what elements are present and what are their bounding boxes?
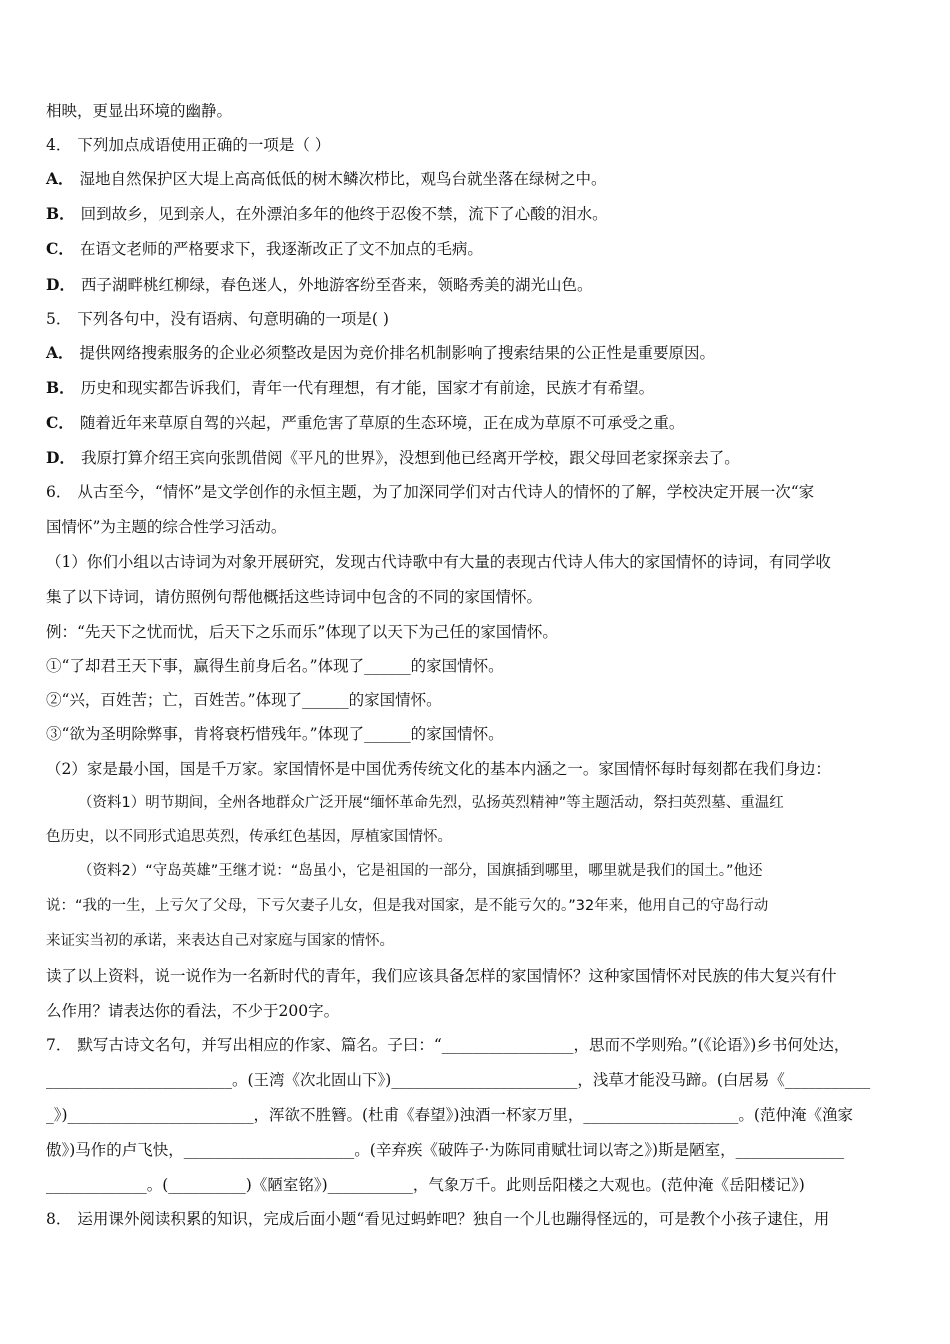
question-5	[46, 308, 389, 330]
option-d: D． 我原打算介绍王宾向张凯借阅《平凡的世界》，没想到他已经离开学校，跟父母回老家探亲去了。	[46, 448, 740, 467]
text-line: 么作用？请表达你的看法，不少于200字。	[46, 1002, 340, 1020]
option-b: B． 历史和现实都告诉我们，青年一代有理想，有才能，国家才有前途，民族才有希望。	[46, 378, 655, 397]
question-number: 4．	[46, 136, 72, 154]
material-2: 说：“我的一生，上亏欠了父母，下亏欠妻子儿女，但是我对国家，是不能亏欠的。”32年来，他用自己的守岛行动	[46, 898, 769, 914]
material-1: （资料1）明节期间，全州各地群众广泛开展“缅怀革命先烈，弘扬英烈精神”等主题活动，祭扫英烈墓、重温红	[78, 795, 784, 811]
question-number: 7．	[46, 1036, 72, 1054]
text-line: _____________。(__________)《陋室铭》)___________，气象万千。此则岳阳楼之大观也。(范仲淹《岳阳楼记》)	[46, 1176, 805, 1194]
question-number: 5．	[46, 310, 72, 328]
fill-line: ③“欲为圣明除弊事，肯将衰朽惜残年。”体现了______的家国情怀。	[46, 725, 504, 743]
option-c: C． 在语文老师的严格要求下，我逐渐改正了文不加点的毛病。	[46, 239, 483, 258]
text-line: ________________________。(王湾《次北固山下》)________________________，浅草才能没马蹄。(白居易《___________	[46, 1071, 871, 1089]
question-stem: 下列各句中，没有语病、句意明确的一项是( )	[77, 310, 389, 328]
example-line: 例：“先天下之忧而忧，后天下之乐而乐”体现了以天下为己任的家国情怀。	[46, 623, 558, 641]
option-c: C． 随着近年来草原自驾的兴起，严重危害了草原的生态环境，正在成为草原不可承受之重。	[46, 413, 685, 432]
text-line: 傲》)马作的卢飞快，______________________。(辛弃疾《破阵子·为陈同甫赋壮词以寄之》)斯是陋室，______________	[46, 1141, 845, 1159]
question-7: 7． 默写古诗文名句，并写出相应的作家、篇名。子曰：“_________________，思而不学则殆。”(《论语》)乡书何处达，	[46, 1036, 850, 1054]
question-number: 6．	[46, 483, 72, 501]
option-b: B． 回到故乡，见到亲人，在外漂泊多年的他终于忍俊不禁，流下了心酸的泪水。	[46, 204, 608, 223]
fill-line: ①“了却君王天下事，赢得生前身后名。”体现了______的家国情怀。	[46, 657, 504, 675]
question-4	[46, 134, 330, 156]
option-a: A． 提供网络搜索服务的企业必须整改是因为竞价排名机制影响了搜索结果的公正性是重要原因。	[46, 343, 716, 362]
option-a: A． 湿地自然保护区大堤上高高低低的树木鳞次栉比，观鸟台就坐落在绿树之中。	[46, 169, 607, 188]
question-8: 8． 运用课外阅读积累的知识，完成后面小题“看见过蚂蚱吧？独自一个儿也蹦得怪远的，可是教个小孩子逮住，用	[46, 1210, 830, 1228]
fill-line: ②“兴，百姓苦；亡，百姓苦。”体现了______的家国情怀。	[46, 691, 442, 709]
material-2: 来证实当初的承诺，来表达自己对家庭与国家的情怀。	[46, 933, 394, 949]
material-1: 色历史，以不同形式追思英烈，传承红色基因，厚植家国情怀。	[46, 829, 452, 845]
text-line: 相映，更显出环境的幽静。	[46, 102, 233, 120]
option-d: D． 西子湖畔桃红柳绿，春色迷人，外地游客纷至沓来，领略秀美的湖光山色。	[46, 275, 593, 294]
question-6: 6． 从古至今，“情怀”是文学创作的永恒主题，为了加深同学们对古代诗人的情怀的了解，学校决定开展一次“家	[46, 483, 815, 501]
question-stem: 下列加点成语使用正确的一项是（ ）	[77, 136, 331, 154]
text-line: （2）家是最小国，国是千万家。家国情怀是中国优秀传统文化的基本内涵之一。家国情怀每时每刻都在我们身边：	[46, 760, 831, 778]
text-line: 国情怀”为主题的综合性学习活动。	[46, 518, 287, 536]
text-line: _》)________________________，浑欲不胜簪。(杜甫《春望》)浊酒一杯家万里，____________________。(范仲淹《渔家	[46, 1106, 853, 1124]
text-line: 读了以上资料，说一说作为一名新时代的青年，我们应该具备怎样的家国情怀？这种家国情怀对民族的伟大复兴有什	[46, 967, 837, 985]
text-line: 集了以下诗词，请仿照例句帮他概括这些诗词中包含的不同的家国情怀。	[46, 588, 543, 606]
material-2: （资料2）“守岛英雄”王继才说：“岛虽小，它是祖国的一部分，国旗插到哪里，哪里就是我们的国土。”他还	[78, 863, 763, 879]
text-line: （1）你们小组以古诗词为对象开展研究，发现古代诗歌中有大量的表现古代诗人伟大的家国情怀的诗词，有同学收	[46, 553, 831, 571]
question-number: 8．	[46, 1210, 72, 1228]
